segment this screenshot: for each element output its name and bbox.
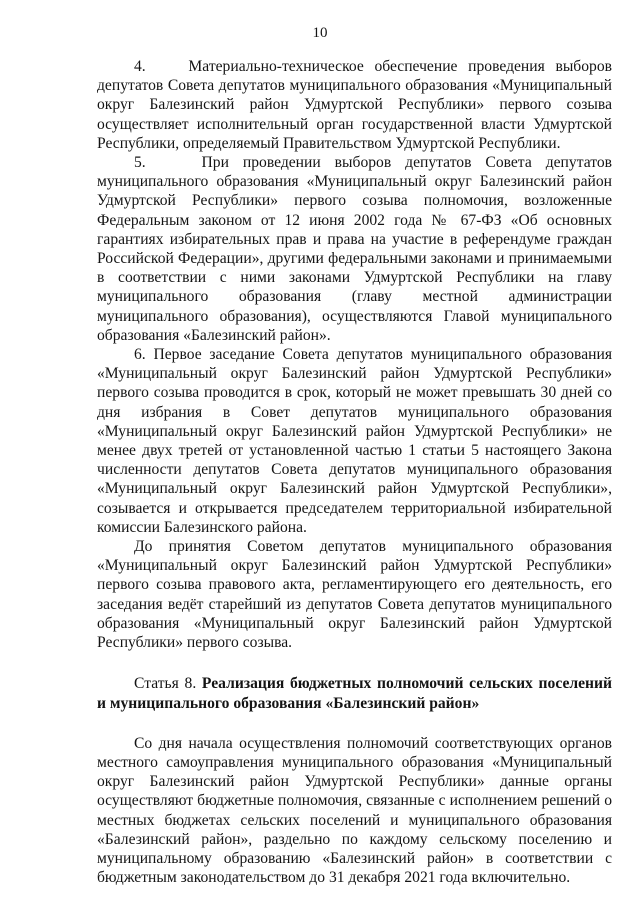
- article-8-paragraph: Со дня начала осуществления полномочий соответствующих органов местного самоуправления муниципального образования «Муниципальный округ Балезинский район Удмуртской Республики» данные органы осуществляют бюджетные полномочия, связанные с исполнением решений о местных бюджетах сельских поселений и муниципального образования «Балезинский район», раздельно по каждому сельскому поселению и муниципальному образованию «Балезинский район» в соответствии с бюджетным законодательством до 31 декабря 2021 года включительно.: [97, 734, 612, 887]
- paragraph-5: 5. При проведении выборов депутатов Совета депутатов муниципального образования «Муниципальный округ Балезинский район Удмуртской Республики» первого созыва полномочия, возложенные Федеральным законом от 12 июня 2002 года № 67-ФЗ «Об основных гарантиях избирательных прав и права на участие в референдуме граждан Российской Федерации», другими федеральными законами и принимаемыми в соответствии с ними законами Удмуртской Республики на главу муниципального образования (главу местной администрации муниципального образования), осуществляются Главой муниципального образования «Балезинский район».: [97, 154, 612, 344]
- article-8-heading: [97, 674, 612, 712]
- paragraph-4: 4. Материально-техническое обеспечение проведения выборов депутатов Совета депутатов муниципального образования «Муниципальный округ Балезинский район Удмуртской Республики» первого созыва осуществляет исполнительный орган государственной власти Удмуртской Республики, определяемый Правительством Удмуртской Республики.: [97, 58, 612, 152]
- document-body: [97, 57, 612, 887]
- article-label: Статья 8.: [134, 675, 202, 693]
- paragraph-6: 6. Первое заседание Совета депутатов муниципального образования «Муниципальный округ Балезинский район Удмуртской Республики» первого созыва проводится в срок, который не может превышать 30 дней со дня избрания в Совет депутатов муниципального образования «Муниципальный округ Балезинский район Удмуртской Республики» не менее двух третей от установленной частью 1 статьи 5 настоящего Закона численности депутатов Совета депутатов муниципального образования «Муниципальный округ Балезинский район Удмуртской Республики», созывается и открывается председателем территориальной избирательной комиссии Балезинского района.: [97, 346, 612, 536]
- paragraph-6-continuation: До принятия Советом депутатов муниципального образования «Муниципальный округ Балезинский район Удмуртской Республики» первого созыва правового акта, регламентирующего его деятельность, его заседания ведёт старейший из депутатов Совета депутатов муниципального образования «Муниципальный округ Балезинский район Удмуртской Республики» первого созыва.: [97, 538, 612, 652]
- article-title: Реализация бюджетных полномочий сельских поселений и муниципального образования «Балезинский район»: [97, 675, 612, 712]
- page-number: 10: [312, 25, 328, 41]
